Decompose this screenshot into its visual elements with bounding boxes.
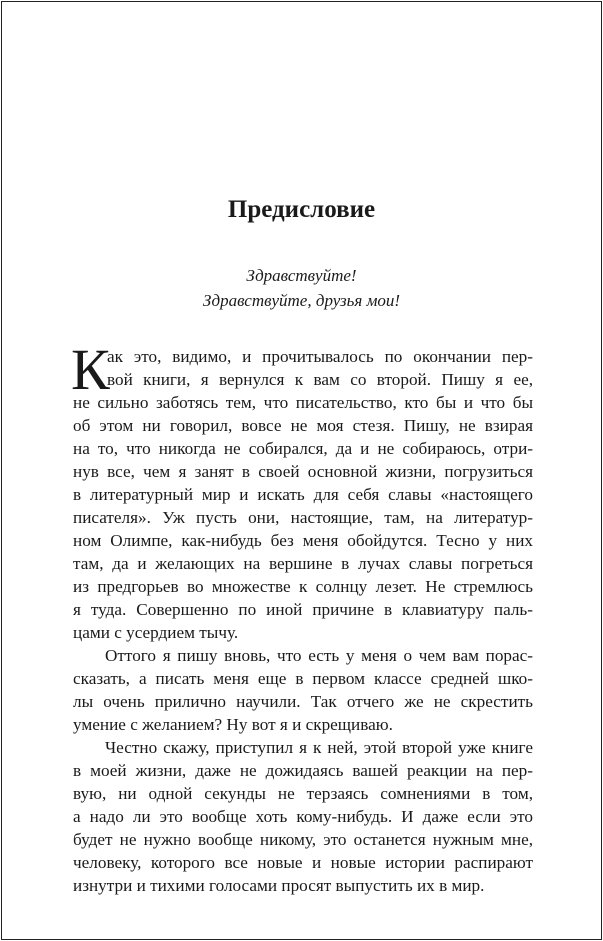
text-line: изнутри и тихими голосами просят выпустить их в мир. xyxy=(73,876,485,895)
text-line: Оттого я пишу вновь, что есть у меня о чем вам порас- xyxy=(105,646,533,665)
text-line: об этом ни говорил, вовсе не моя стезя. Пишу, не взирая xyxy=(73,416,533,435)
text-line: сказать, а писать меня еще в первом классе средней шко- xyxy=(73,669,533,688)
text-line: на то, что никогда не собирался, да и не собираюсь, отри- xyxy=(73,439,533,458)
body-text xyxy=(71,337,533,897)
text-line: а надо ли это вообще хоть кому-нибудь. И даже если это xyxy=(73,807,533,826)
text-line: не сильно заботясь тем, что писательство, кто бы и что бы xyxy=(73,393,533,412)
text-line: умение с желанием? Ну вот я и скрещиваю. xyxy=(73,715,393,734)
text-line: я туда. Совершенно по иной причине в клавиатуру паль- xyxy=(73,600,533,619)
text-line: ном Олимпе, как-нибудь без меня обойдутся. Тесно у них xyxy=(73,531,533,550)
text-line: Честно скажу, приступил я к ней, этой второй уже книге xyxy=(105,738,533,757)
epigraph-line-1: Здравствуйте! xyxy=(246,266,357,285)
drop-cap: К xyxy=(71,337,110,402)
text-line: в литературный мир и искать для себя славы «настоящего xyxy=(73,485,533,504)
text-line: лы очень прилично научили. Так отчего же не скрестить xyxy=(73,692,533,711)
text-line: там, да и желающих на вершине в лучах славы погреться xyxy=(73,554,533,573)
text-line: писателя». Уж пусть они, настоящие, там, на литератур- xyxy=(73,508,533,527)
text-line: цами с усердием тычу. xyxy=(73,623,239,642)
text-line: вую, ни одной секунды не терзаясь сомнениями в том, xyxy=(73,784,533,803)
text-line: из предгорьев во множестве к солнцу лезет. Не стремлюсь xyxy=(73,577,533,596)
page-title: Предисловие xyxy=(227,196,376,223)
text-line: будет не нужно вообще никому, это останется нужным мне, xyxy=(73,830,533,849)
text-line: нув все, чем я занят в своей основной жизни, погрузиться xyxy=(73,462,533,481)
text-line: человеку, которого все новые и новые истории распирают xyxy=(73,853,533,872)
text-line: вой книги, я вернулся к вам со второй. Пишу я ее, xyxy=(107,370,533,389)
text-line: в моей жизни, даже не дожидаясь вашей реакции на пер- xyxy=(73,761,533,780)
text-line: ак это, видимо, и прочитывалось по окончании пер- xyxy=(107,347,533,366)
epigraph-line-2: Здравствуйте, друзья мои! xyxy=(202,291,401,310)
